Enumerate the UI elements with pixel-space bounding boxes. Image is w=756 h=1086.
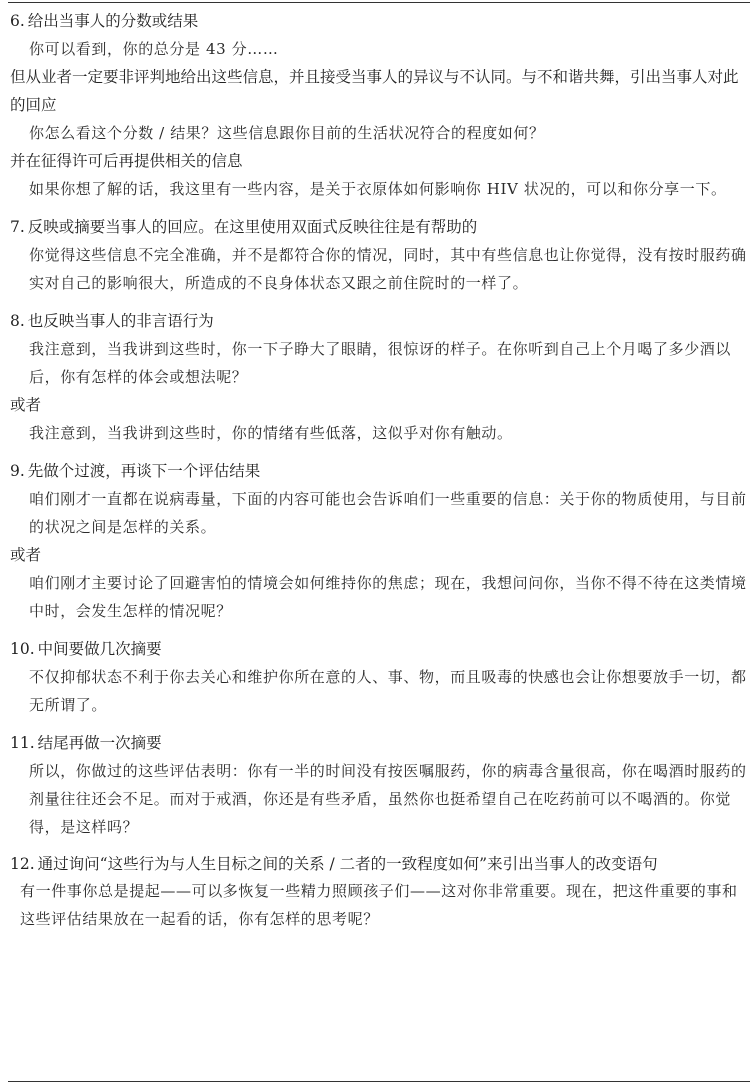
section-8 [10, 307, 748, 447]
section-number: 8. [10, 312, 25, 330]
note-text: 但从业者一定要非评判地给出这些信息，并且接受当事人的异议与不认同。与不和谐共舞，引出当事人对此的回应 [10, 68, 739, 114]
section-heading [10, 457, 748, 485]
section-title: 结尾再做一次摘要 [37, 734, 162, 752]
section-title: 反映或摘要当事人的回应。在这里使用双面式反映往往是有帮助的 [27, 218, 478, 236]
section-9 [10, 457, 748, 625]
example-text: 如果你想了解的话，我这里有一些内容，是关于衣原体如何影响你 HIV 状况的，可以和你分享一下。 [29, 180, 727, 198]
example-text: 咱们刚才主要讨论了回避害怕的情境会如何维持你的焦虑；现在，我想问问你，当你不得不待在这类情境中时，会发生怎样的情况呢？ [29, 574, 747, 620]
section-number: 7. [10, 218, 25, 236]
section-title: 先做个过渡，再谈下一个评估结果 [27, 462, 261, 480]
top-rule [8, 2, 750, 3]
note-text: 并在征得许可后再提供相关的信息 [10, 152, 243, 170]
section-number: 6. [10, 12, 25, 30]
or-text: 或者 [10, 396, 42, 414]
section-title: 给出当事人的分数或结果 [27, 12, 199, 30]
section-11 [10, 729, 748, 841]
section-number: 11. [10, 734, 35, 752]
section-title: 通过询问“这些行为与人生目标之间的关系 / 二者的一致程度如何”来引出当事人的改变语句 [37, 855, 658, 873]
section-heading [10, 7, 748, 35]
content [10, 7, 748, 933]
example-text: 有一件事你总是提起——可以多恢复一些精力照顾孩子们——这对你非常重要。现在，把这件重要的事和这些评估结果放在一起看的话，你有怎样的思考呢？ [20, 882, 738, 928]
section-title: 中间要做几次摘要 [37, 640, 162, 658]
section-10 [10, 635, 748, 719]
section-7 [10, 213, 748, 297]
bottom-rule [8, 1081, 750, 1082]
example-text: 所以，你做过的这些评估表明：你有一半的时间没有按医嘱服药，你的病毒含量很高，你在喝酒时服药的剂量往往还会不足。而对于戒酒，你还是有些矛盾，虽然你也挺希望自己在吃药前可以不喝酒的。你觉得，是这样吗？ [29, 762, 747, 836]
example-text: 你怎么看这个分数 / 结果？这些信息跟你目前的生活状况符合的程度如何？ [29, 124, 545, 142]
section-number: 10. [10, 640, 35, 658]
section-12 [10, 851, 748, 933]
or-text: 或者 [10, 546, 42, 564]
example-text: 你可以看到，你的总分是 43 分…… [29, 40, 279, 58]
section-heading [10, 729, 748, 757]
example-text: 我注意到，当我讲到这些时，你一下子睁大了眼睛，很惊讶的样子。在你听到自己上个月喝了多少酒以后，你有怎样的体会或想法呢？ [29, 340, 732, 386]
example-text: 我注意到，当我讲到这些时，你的情绪有些低落，这似乎对你有触动。 [29, 424, 513, 442]
section-heading [10, 213, 748, 241]
section-heading [10, 851, 748, 877]
example-text: 咱们刚才一直都在说病毒量，下面的内容可能也会告诉咱们一些重要的信息：关于你的物质使用，与目前的状况之间是怎样的关系。 [29, 490, 747, 536]
section-title: 也反映当事人的非言语行为 [27, 312, 214, 330]
section-number: 9. [10, 462, 25, 480]
section-number: 12. [10, 855, 35, 873]
section-6 [10, 7, 748, 203]
example-text: 不仅抑郁状态不利于你去关心和维护你所在意的人、事、物，而且吸毒的快感也会让你想要放手一切，都无所谓了。 [29, 668, 747, 714]
section-heading [10, 635, 748, 663]
section-heading [10, 307, 748, 335]
example-text: 你觉得这些信息不完全准确，并不是都符合你的情况，同时，其中有些信息也让你觉得，没有按时服药确实对自己的影响很大，所造成的不良身体状态又跟之前住院时的一样了。 [29, 246, 747, 292]
